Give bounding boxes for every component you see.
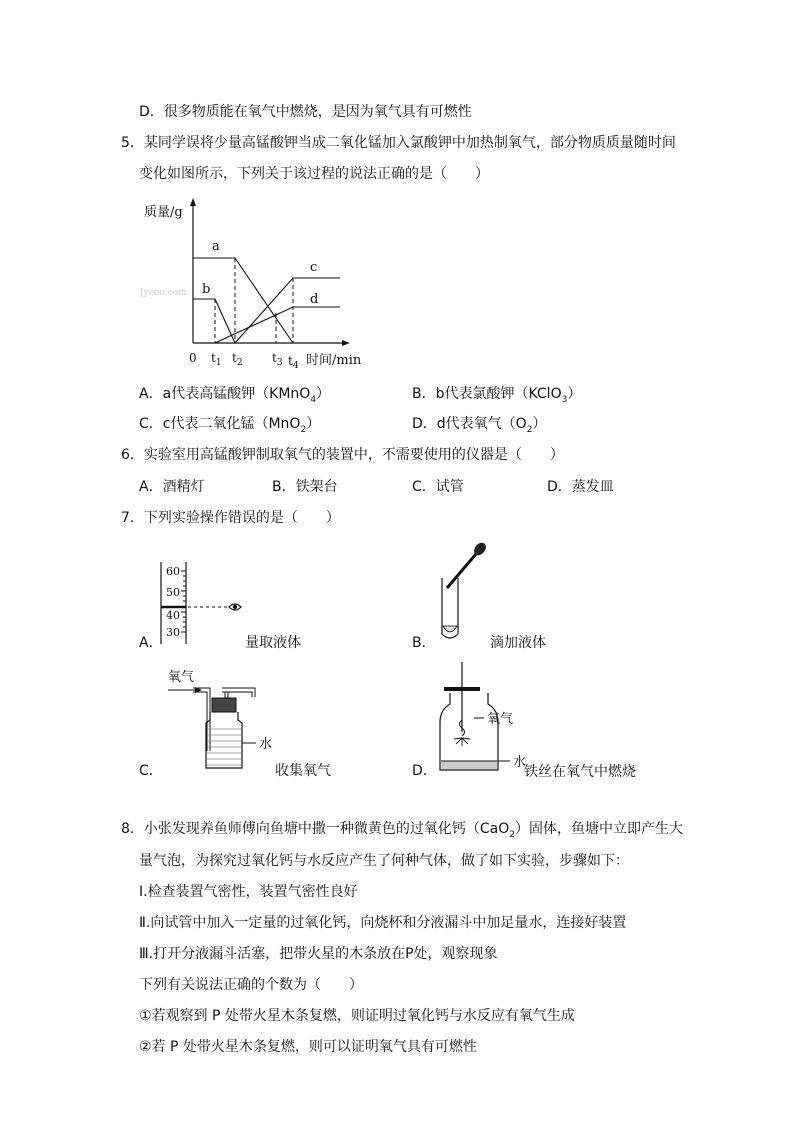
chart-ylabel: 质量/g [144,205,183,220]
q6-option-c: C．试管 [412,479,464,495]
q7-option-a-label: 量取液体 [245,635,301,651]
q8-stem-line2: 量气泡，为探究过氧化钙与水反应产生了何种气体，做了如下实验，步骤如下： [139,853,629,869]
q5-option-d: D．d代表氧气$(O_2)$ [412,416,547,435]
tick-50: 50 [166,586,180,599]
q6-option-a: A．酒精灯 [139,479,205,495]
q7-option-c-letter: C． [139,763,163,779]
q6-option-d: D．蒸发皿 [547,479,614,495]
label-b: b [202,282,211,297]
q6-option-b: B．铁架台 [272,479,338,495]
q7-option-b-label: 滴加液体 [490,635,546,651]
label-a: a [212,239,220,254]
label-oxygen-c: 氧气 [168,670,195,685]
q5-option-b: B．b代表氯酸钾（KClO$_3$） [412,386,582,405]
q8-step-1: Ⅰ.检查装置气密性，装置气密性良好 [139,884,358,900]
q7-option-b-letter: B． [412,635,436,651]
t4-label: $t_4$ [288,354,299,371]
label-oxygen-d: 氧气 [487,712,514,727]
q6-stem: 6．实验室用高锰酸钾制取氧气的装置中，不需要使用的仪器是（ ） [121,447,564,463]
q5-option-a: A．a代表高锰酸钾（KMnO$_4$） [139,386,331,405]
q8-statement-2: ②若 P 处带火星木条复燃，则可以证明氧气具有可燃性 [139,1039,477,1055]
tick-30: 30 [166,626,180,639]
q8-statement-1: ①若观察到 P 处带火星木条复燃，则证明过氧化钙与水反应有氧气生成 [139,1008,575,1024]
curve-d [215,307,340,343]
q5-mass-time-chart [140,195,380,375]
tick-60: 60 [166,565,180,578]
q5-option-c: C．c代表二氧化锰（MnO$_2$） [139,416,321,435]
chart-watermark: Jyeoo.com [140,288,187,298]
q8-step-2: Ⅱ.向试管中加入一定量的过氧化钙，向烧杯和分液漏斗中加足量水，连接好装置 [139,915,627,931]
label-c: c [310,260,318,275]
chart-xlabel: 时间/min [306,353,362,368]
label-d: d [310,292,319,307]
q7-stem: 7．下列实验操作错误的是（ ） [121,510,340,526]
q7-option-d-letter: D． [412,763,437,779]
q7-option-d-label: 铁丝在氧气中燃烧 [524,764,636,780]
q8-question: 下列有关说法正确的个数为（ ） [139,977,363,993]
origin-label: 0 [189,351,197,365]
eye-icon [229,604,241,610]
q8-step-3: Ⅲ.打开分液漏斗活塞，把带火星的木条放在P处，观察现象 [139,946,498,962]
t1-label: $t_1$ [211,351,222,368]
t3-label: $t_3$ [272,351,283,368]
dropper-tube [447,554,476,588]
q7-option-c-label: 收集氧气 [275,763,331,779]
q5-stem-line2: 变化如图所示，下列关于该过程的说法正确的是（ ） [139,166,489,182]
x-axis-arrow [342,340,350,346]
q7-figure-a-cylinder [155,558,255,648]
water-layer [441,761,497,769]
glass-cover [444,687,480,691]
stopper [212,698,236,712]
q7-option-a-letter: A． [139,635,163,651]
q4-option-d: D．很多物质能在氧气中燃烧，是因为氧气具有可燃性 [139,104,472,120]
curve-c [235,278,340,343]
q7-figure-c-gas-bottle [160,663,290,773]
q5-stem-line1: 5．某同学误将少量高锰酸钾当成二氧化锰加入氯酸钾中加热制氧气，部分物质质量随时间 [121,135,676,151]
q7-figure-b-dropper [430,540,500,645]
y-axis-arrow [190,198,196,206]
tick-40: 40 [166,609,180,622]
q8-stem-line1: 8．小张发现养鱼师傅向鱼塘中撒一种微黄色的过氧化钙（CaO$_2$）固体，鱼塘中立即产生大 [121,821,684,840]
label-water-c: 水 [259,737,273,752]
t2-label: $t_2$ [232,351,243,368]
label-water-d: 水 [513,755,527,770]
